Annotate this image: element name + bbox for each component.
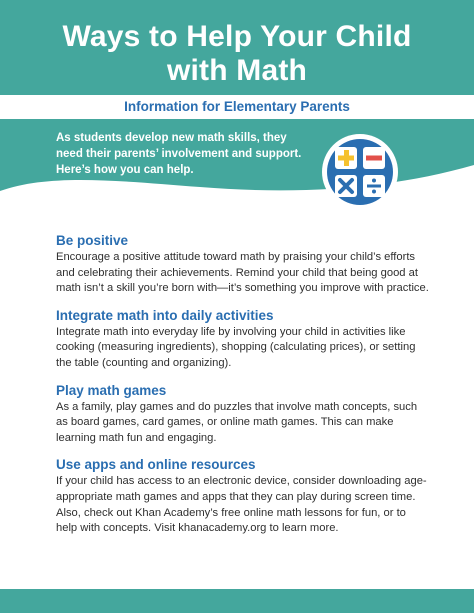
tip-section (56, 382, 430, 447)
page-footer-bar (0, 589, 474, 613)
tip-body: Integrate math into everyday life by involving your child in activities like cooking (measuring ingredients), shopping (calculating prices), or setting the table (counting and organizing). (56, 325, 416, 369)
intro-text: As students develop new math skills, they need their parents’ involvement and support. Here’s how you can help. (56, 132, 302, 176)
tip-section (56, 456, 430, 536)
tip-heading: Use apps and online resources (56, 457, 256, 473)
page-header (0, 0, 474, 95)
math-operations-calculator-icon (321, 133, 399, 211)
page-subtitle: Information for Elementary Parents (124, 99, 350, 114)
tip-heading: Play math games (56, 382, 167, 398)
tip-body: If your child has access to an electronic device, consider downloading age-appropriate math games and apps that they can play during screen time. Also, check out Khan Academy’s free online math lessons for fun, or to help with concepts. Visit khanacademy.org to learn more. (56, 475, 427, 535)
page-title (0, 0, 474, 88)
tip-body: Encourage a positive attitude toward math by praising your child’s efforts and celebrating their achievements. Remind your child that being good at math isn’t a skill you’re born with—it’s something you improve with practice. (56, 251, 429, 295)
tip-section (56, 232, 430, 297)
tip-heading: Integrate math into daily activities (56, 307, 274, 323)
tip-heading: Be positive (56, 233, 129, 248)
tips-content (56, 232, 430, 547)
tip-body: As a family, play games and do puzzles that involve math concepts, such as board games, card games, or online math games. This can make learning math fun and engaging. (56, 400, 418, 444)
page-title-line-1: Ways to Help Your Child (62, 20, 412, 53)
tip-section (56, 307, 430, 372)
page-title-line-2: with Math (166, 54, 308, 87)
